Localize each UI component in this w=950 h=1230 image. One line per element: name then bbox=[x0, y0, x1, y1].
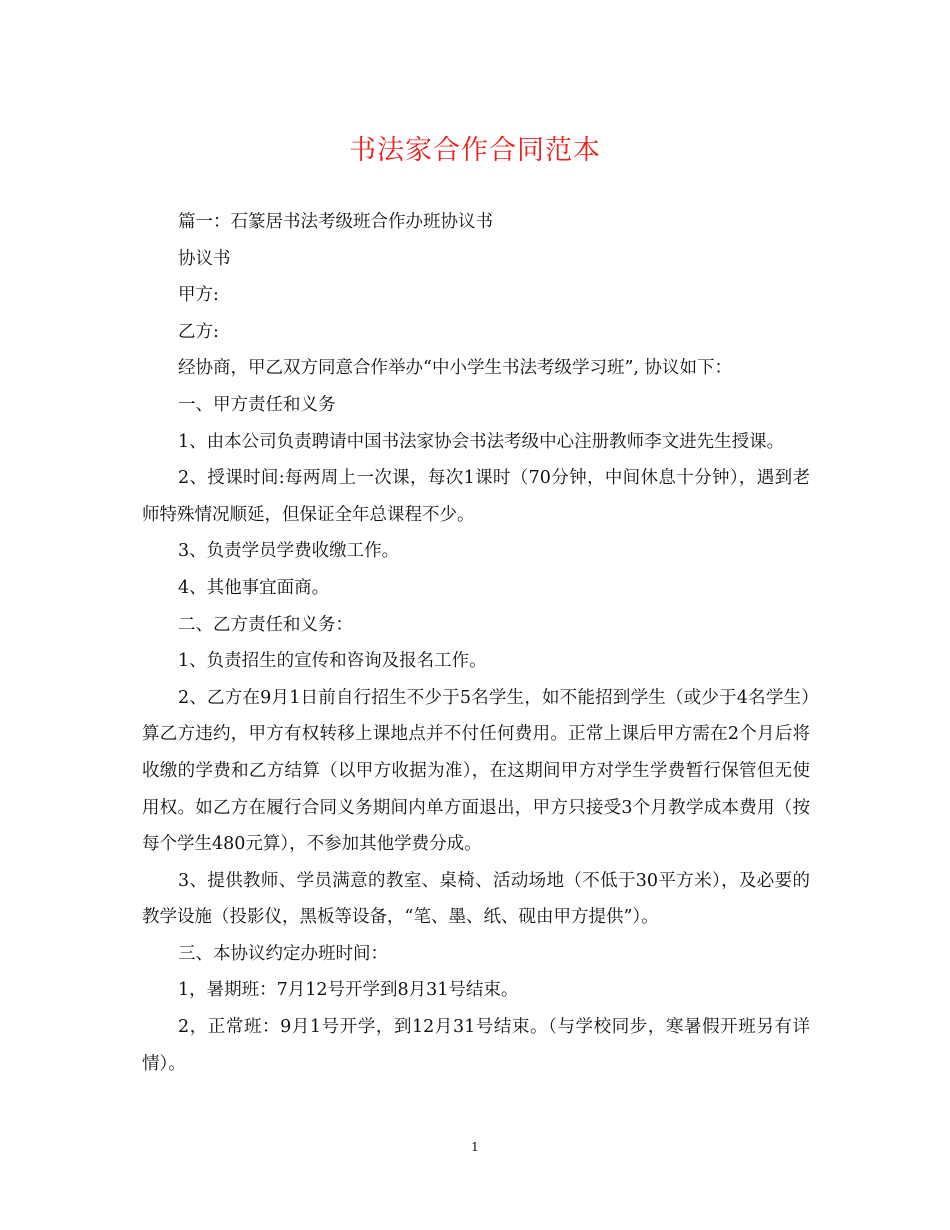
paragraph-heading-party-a-duties: 一、甲方责任和义务 bbox=[178, 394, 336, 415]
paragraph-a-duty-2: 2、授课时间:每两周上一次课，每次1课时（70分钟，中间休息十分钟），遇到老师特殊情况顺延，但保证全年总课程不少。 bbox=[142, 468, 810, 525]
paragraph-a-duty-3: 3、负责学员学费收缴工作。 bbox=[178, 541, 400, 562]
paragraph-party-a: 甲方: bbox=[178, 285, 219, 306]
paragraph-party-b: 乙方: bbox=[178, 321, 219, 342]
paragraph-heading-party-b-duties: 二、乙方责任和义务： bbox=[178, 614, 353, 635]
paragraph-intro: 经协商，甲乙双方同意合作举办“中小学生书法考级学习班”, 协议如下： bbox=[178, 358, 733, 379]
paragraph-schedule-summer: 1，暑期班：7月12号开学到8月31号结束。 bbox=[178, 980, 519, 1001]
paragraph-b-duty-2: 2、乙方在9月1日前自行招生不少于5名学生，如不能招到学生（或少于4名学生）算乙方违约，甲方有权转移上课地点并不付任何费用。正常上课后甲方需在2个月后将收缴的学费和乙方结算（以甲方收据为准），在这期间甲方对学生学费暂行保管但无使用权。如乙方在履行合同义务期间内单方面退出，甲方只接受3个月教学成本费用（按每个学生480元算），不参加其他学费分成。 bbox=[142, 687, 810, 855]
page-number: 1 bbox=[471, 1140, 479, 1154]
paragraph-b-duty-1: 1、负责招生的宣传和咨询及报名工作。 bbox=[178, 651, 487, 672]
document-body bbox=[142, 204, 810, 1082]
paragraph-agreement-label: 协议书 bbox=[178, 248, 231, 269]
paragraph-a-duty-1: 1、由本公司负责聘请中国书法家协会书法考级中心注册教师李文进先生授课。 bbox=[178, 431, 785, 452]
paragraph-b-duty-3: 3、提供教师、学员满意的教室、桌椅、活动场地（不低于30平方米），及必要的教学设施（投影仪，黑板等设备，“笔、墨、纸、砚由甲方提供”）。 bbox=[142, 870, 810, 928]
paragraph-a-duty-4: 4、其他事宜面商。 bbox=[178, 577, 330, 598]
paragraph-heading-schedule: 三、本协议约定办班时间： bbox=[178, 943, 388, 964]
document-title: 书法家合作合同范本 bbox=[349, 135, 601, 166]
paragraph-section-heading: 篇一：石篆居书法考级班合作办班协议书 bbox=[178, 212, 493, 232]
paragraph-schedule-regular: 2，正常班：9月1号开学，到12月31号结束。（与学校同步，寒暑假开班另有详情）。 bbox=[142, 1017, 810, 1074]
